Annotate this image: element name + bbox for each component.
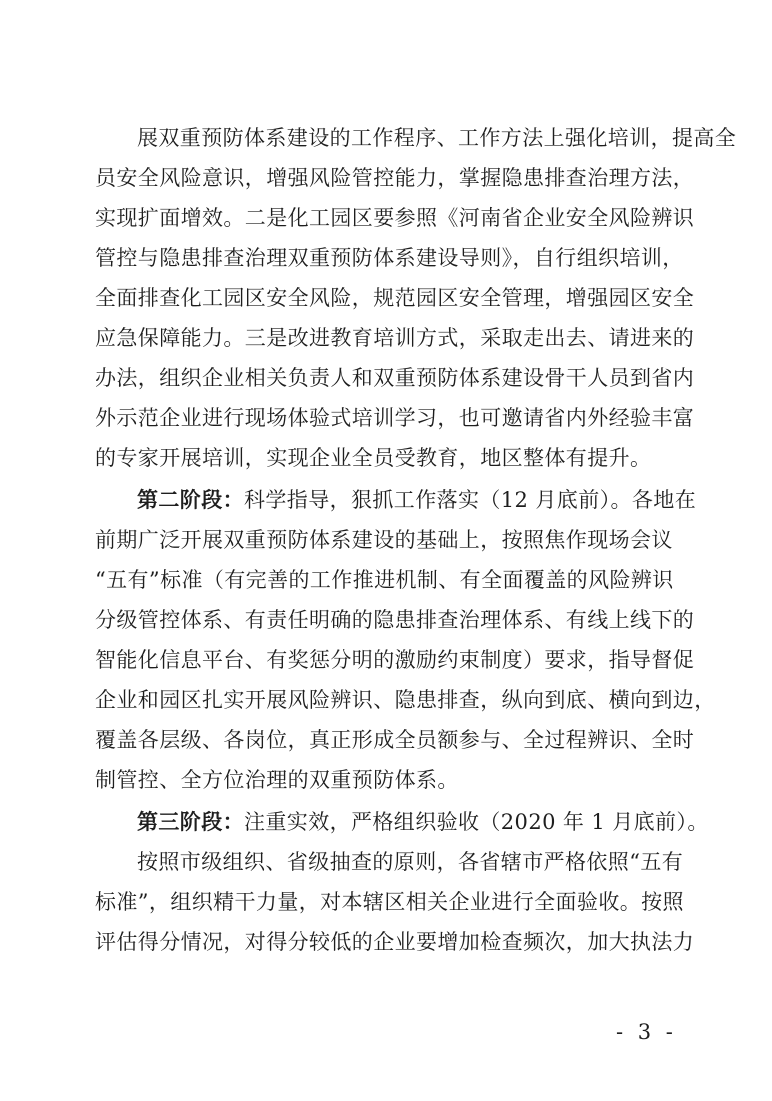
stage3-heading-line [95,802,709,842]
text-line: 标准”，组织精干力量，对本辖区相关企业进行全面验收。按照 [95,890,684,914]
text-line: 全面排查化工园区安全风险，规范园区安全管理，增强园区安全 [95,286,695,310]
text-line: 外示范企业进行现场体验式培训学习，也可邀请省内外经验丰富 [95,406,695,430]
text-line: 评估得分情况，对得分较低的企业要增加检查频次，加大执法力 [95,930,695,954]
text-line: 智能化信息平台、有奖惩分明的激励约束制度）要求，指导督促 [95,648,695,672]
text-line: 按照市级组织、省级抽查的原则，各省辖市严格依照“五有 [137,850,684,874]
stage3-heading-text: 注重实效，严格组织验收（2020 年 1 月底前）。 [244,810,709,834]
text-line: 员安全风险意识，增强风险管控能力，掌握隐患排查治理方法， [95,166,695,190]
text-line: 制管控、全方位治理的双重预防体系。 [95,768,459,792]
stage2-heading-line [95,480,695,520]
text-line: 分级管控体系、有责任明确的隐患排查治理体系、有线上线下的 [95,608,695,632]
stage3-label: 第三阶段： [137,810,244,834]
text-line: 办法，组织企业相关负责人和双重预防体系建设骨干人员到省内 [95,366,695,390]
text-line: 前期广泛开展双重预防体系建设的基础上，按照焦作现场会议 [95,528,673,552]
text-line: “五有”标准（有完善的工作推进机制、有全面覆盖的风险辨识 [95,568,674,592]
page-number: - 3 - [616,1020,677,1044]
text-line: 管控与隐患排查治理双重预防体系建设导则》，自行组织培训， [95,246,684,270]
text-line: 企业和园区扎实开展风险辨识、隐患排查，纵向到底、横向到边， [95,688,716,712]
text-line: 应急保障能力。三是改进教育培训方式，采取走出去、请进来的 [95,326,695,350]
text-line: 实现扩面增效。二是化工园区要参照《河南省企业安全风险辨识 [95,206,695,230]
text-line: 的专家开展培训，实现企业全员受教育，地区整体有提升。 [95,446,652,470]
text-line: 展双重预防体系建设的工作程序、工作方法上强化培训，提高全 [137,126,737,150]
stage2-label: 第二阶段： [137,488,244,512]
text-line: 覆盖各层级、各岗位，真正形成全员额参与、全过程辨识、全时 [95,728,695,752]
stage2-heading-text: 科学指导，狠抓工作落实（12 月底前）。各地在 [244,488,697,512]
body-text [95,118,737,962]
